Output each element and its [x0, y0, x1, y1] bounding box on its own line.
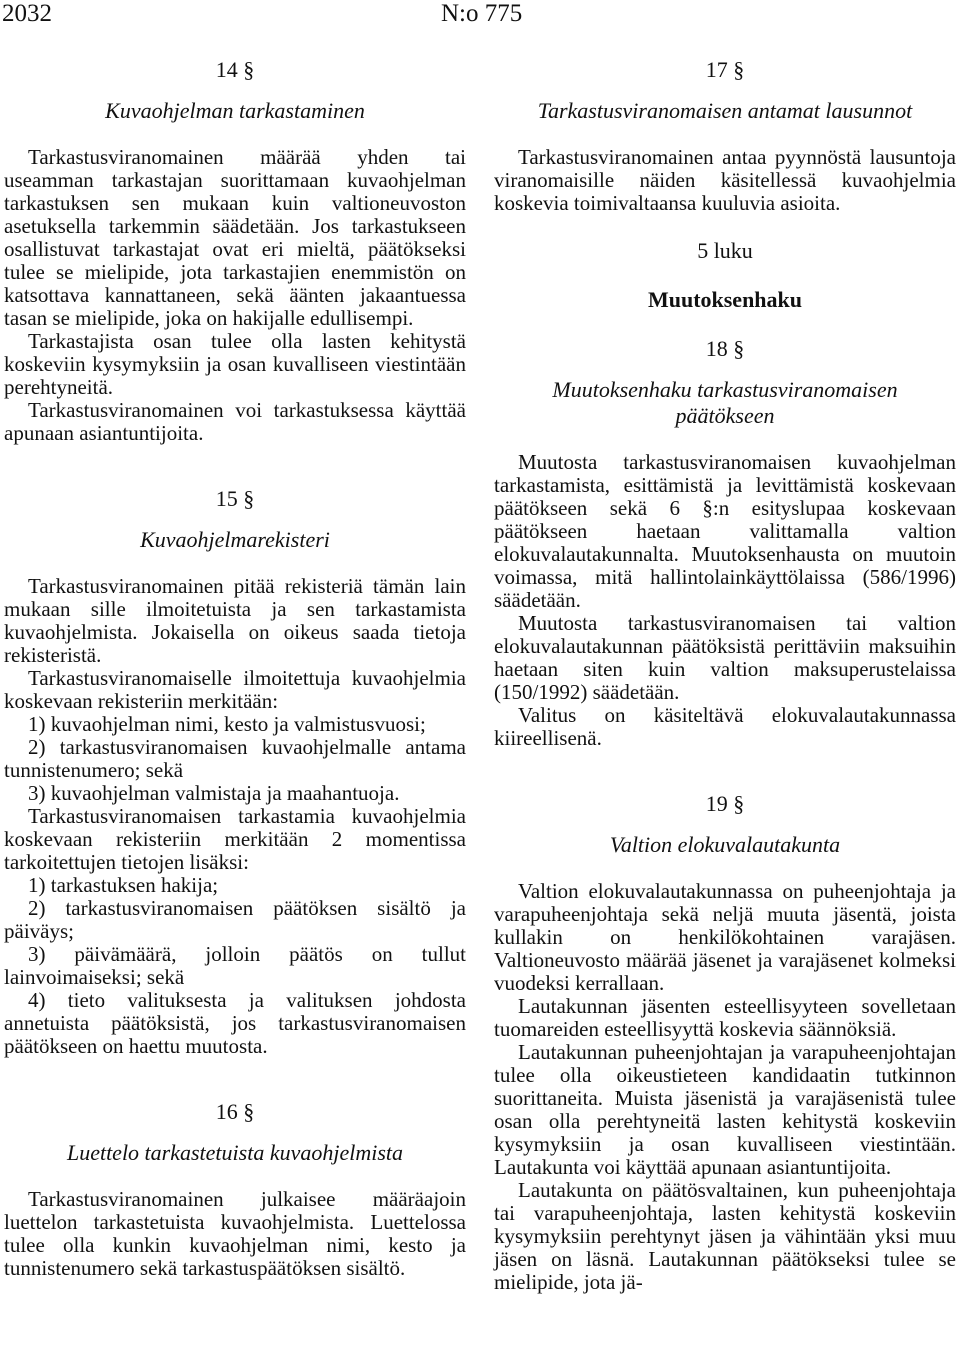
- section-14-paragraph: Tarkastusviranomainen määrää yhden tai useamman tarkastajan suorittamaan kuvaohjelman tarkastuksen sen mukaan kuin valtioneuvoston asetuksella tarkemmin säädetään. Jos tarkastukseen osallistuvat tarkastajat ovat eri mieltä, päätökseksi tulee se mielipide, jota tarkastajien enemmistön on katsottava kannattaneen, sekä äänten jakaantuessa tasan se mielipide, joka on hakijalle edullisempi.: [4, 145, 466, 330]
- section-15-list-item: 1) kuvaohjelman nimi, kesto ja valmistusvuosi;: [28, 712, 426, 736]
- section-15-list-item: 1) tarkastuksen hakija;: [28, 873, 219, 897]
- section-15-list-item: 4) tieto valituksesta ja valituksen johdosta annetuista päätöksistä, jos tarkastusviranomaisen päätökseen on haettu muutosta.: [4, 988, 466, 1058]
- section-16-paragraph: Tarkastusviranomainen julkaisee määräajoin luettelon tarkastetuista kuvaohjelmista. Luettelossa tulee olla kunkin kuvaohjelman nimi, kesto ja tunnistenumero sekä tarkastuspäätöksen sisältö.: [4, 1187, 466, 1280]
- section-17-paragraph: Tarkastusviranomainen antaa pyynnöstä lausuntoja viranomaisille näiden käsitellessä kuvaohjelmia koskevia toimivaltaansa kuuluvia asioita.: [494, 145, 956, 215]
- section-18-title-line2: päätökseen: [675, 403, 775, 428]
- section-19-number: 19 §: [705, 791, 745, 816]
- section-18-title-line1: Muutoksenhaku tarkastusviranomaisen: [552, 377, 898, 402]
- chapter-5-title: Muutoksenhaku: [647, 287, 803, 312]
- section-17-number: 17 §: [705, 57, 745, 82]
- section-19-paragraph: Lautakunnan puheenjohtajan ja varapuheenjohtajan tulee olla oikeustieteen kandidaatin tutkinnon suorittaneita. Muista jäsenistä ja varajäsenistä tulee osan olla perehtyneitä lasten kehitystä koskeviin kysymyksiin ja osan kuvalliseen viestintään. Lautakunta voi käyttää apunaan asiantuntijoita.: [494, 1040, 956, 1179]
- section-18-paragraph: Valitus on käsiteltävä elokuvalautakunnassa kiireellisenä.: [494, 703, 956, 750]
- section-15-list-item: 3) päivämäärä, jolloin päätös on tullut lainvoimaiseksi; sekä: [4, 942, 466, 989]
- section-17-title: Tarkastusviranomaisen antamat lausunnot: [537, 98, 913, 123]
- section-15-list-item: 3) kuvaohjelman valmistaja ja maahantuoja.: [28, 781, 400, 805]
- page-header: [0, 0, 960, 30]
- document-number: N:o 775: [441, 0, 523, 27]
- section-19-paragraph: Valtion elokuvalautakunnassa on puheenjohtaja ja varapuheenjohtaja sekä neljä muuta jäsentä, joista kullakin on henkilökohtainen varajäsen. Valtioneuvosto määrää jäsenet ja varajäsenet kolmeksi vuodeksi kerrallaan.: [494, 879, 956, 995]
- section-14-paragraph: Tarkastusviranomainen voi tarkastuksessa käyttää apunaan asiantuntijoita.: [4, 398, 466, 445]
- section-19-title: Valtion elokuvalautakunta: [609, 832, 841, 857]
- section-16-title: Luettelo tarkastetuista kuvaohjelmista: [66, 1140, 404, 1165]
- section-19-paragraph: Lautakunta on päätösvaltainen, kun puheenjohtaja tai varapuheenjohtaja, lasten kehitystä koskeviin kysymyksiin perehtynyt jäsen ja vähintään yksi muu jäsen on läsnä. Lautakunnan päätökseksi tulee se mielipide, jota jä-: [494, 1178, 956, 1294]
- section-18-number: 18 §: [705, 336, 745, 361]
- section-16-number: 16 §: [215, 1099, 255, 1124]
- section-14-number: 14 §: [215, 57, 255, 82]
- section-18-paragraph: Muutosta tarkastusviranomaisen tai valtion elokuvalautakunnan päätöksistä perittäviin maksuihin haetaan siten kuin valtion maksuperustelaissa (150/1992) säädetään.: [494, 611, 956, 704]
- section-15-paragraph: Tarkastusviranomaisen tarkastamia kuvaohjelmia koskevaan rekisteriin merkitään 2 momentissa tarkoitettujen tietojen lisäksi:: [4, 804, 466, 874]
- section-15-paragraph: Tarkastusviranomainen pitää rekisteriä tämän lain mukaan sille ilmoitetuista ja sen tarkastamista kuvaohjelmista. Jokaisella on oikeus saada tietoja rekisteristä.: [4, 574, 466, 667]
- left-column: [4, 56, 466, 1280]
- section-18-paragraph: Muutosta tarkastusviranomaisen kuvaohjelman tarkastamista, esittämistä ja levittämistä koskevaan päätökseen sekä 6 §:n esityslupaa koskevaan päätökseen haetaan valittamalla valtion elokuvalautakunnalta. Muutoksenhausta on muutoin voimassa, mitä hallintolainkäyttölaissa (586/1996) säädetään.: [494, 450, 956, 612]
- right-column: [494, 56, 956, 1294]
- section-19-paragraph: Lautakunnan jäsenten esteellisyyteen sovelletaan tuomareiden esteellisyyttä koskevia säännöksiä.: [494, 994, 956, 1041]
- section-15-list-item: 2) tarkastusviranomaisen kuvaohjelmalle antama tunnistenumero; sekä: [4, 735, 466, 782]
- chapter-5-number: 5 luku: [697, 238, 753, 263]
- page-number: 2032: [2, 0, 52, 27]
- section-14-paragraph: Tarkastajista osan tulee olla lasten kehitystä koskeviin kysymyksiin ja osan kuvalliseen viestintään perehtyneitä.: [4, 329, 466, 399]
- section-15-paragraph: Tarkastusviranomaiselle ilmoitettuja kuvaohjelmia koskevaan rekisteriin merkitään:: [4, 666, 466, 713]
- section-15-list-item: 2) tarkastusviranomaisen päätöksen sisältö ja päiväys;: [4, 896, 466, 943]
- section-15-title: Kuvaohjelmarekisteri: [140, 527, 330, 552]
- section-14-title: Kuvaohjelman tarkastaminen: [105, 98, 365, 123]
- section-15-number: 15 §: [215, 486, 255, 511]
